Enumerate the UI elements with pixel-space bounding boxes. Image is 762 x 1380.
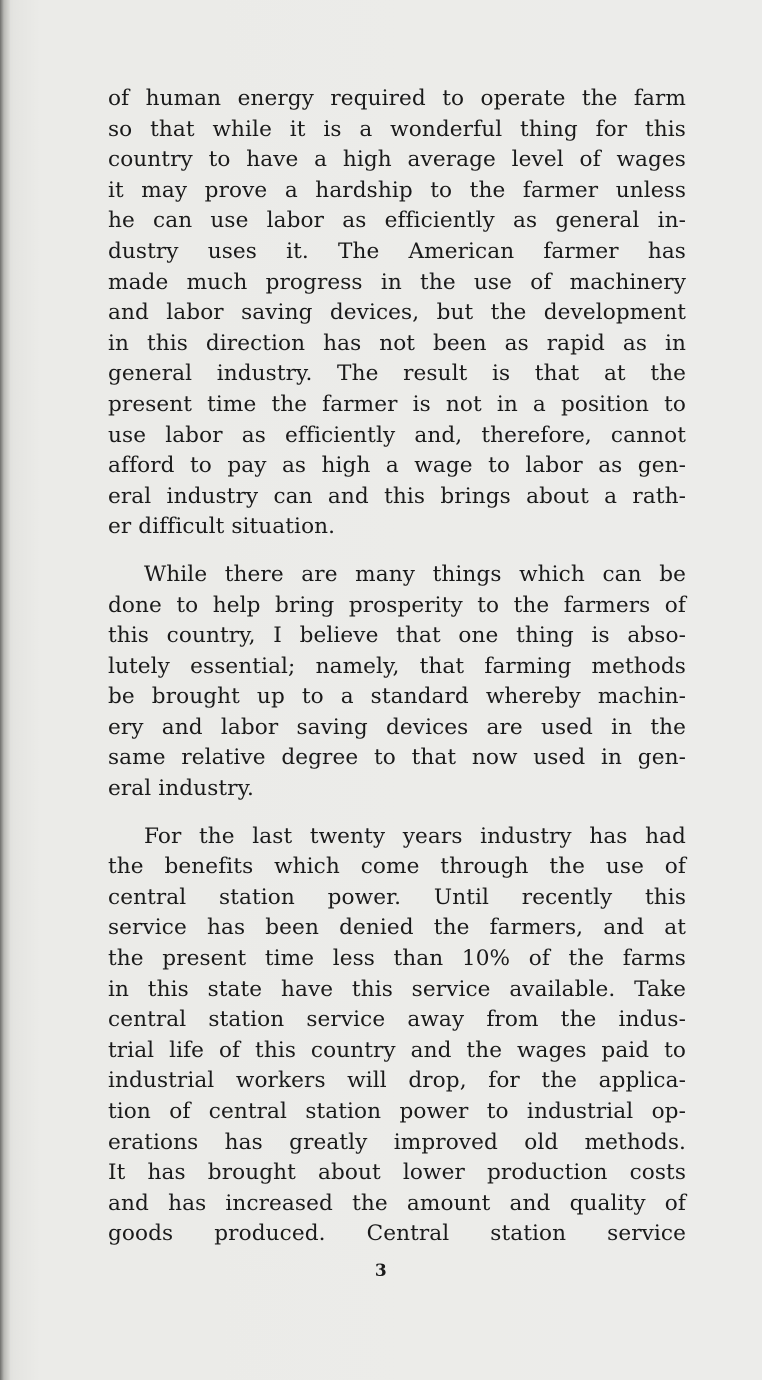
page-number: 3 (374, 1261, 388, 1281)
text-line: While there are many things which can be (144, 561, 686, 587)
text-line: the benefits which come through the use of (108, 854, 686, 880)
text-line: country to have a high average level of wages (108, 147, 686, 173)
text-line: eral industry. (108, 776, 254, 802)
paragraph-1 (108, 84, 686, 543)
text-line: dustry uses it. The American farmer has (108, 238, 686, 264)
text-line: er difficult situation. (108, 514, 336, 540)
text-line: of human energy required to operate the farm (108, 86, 686, 111)
text-line: It has brought about lower production costs (108, 1160, 686, 1186)
text-line: in this state have this service available. Take (108, 976, 686, 1002)
text-line: service has been denied the farmers, and at (108, 915, 686, 941)
text-line: so that while it is a wonderful thing for this (108, 116, 686, 142)
text-line: it may prove a hardship to the farmer unless (108, 177, 686, 203)
text-line: trial life of this country and the wages paid to (108, 1037, 686, 1063)
text-line: he can use labor as efficiently as general in- (108, 208, 686, 234)
text-line: and labor saving devices, but the development (108, 300, 686, 326)
text-line: erations has greatly improved old methods. (108, 1129, 686, 1155)
paragraph-2 (108, 560, 686, 805)
text-line: done to help bring prosperity to the farmers of (108, 592, 686, 618)
text-line: goods produced. Central station service (108, 1221, 686, 1247)
text-line: afford to pay as high a wage to labor as gen- (108, 453, 686, 479)
text-line: use labor as efficiently and, therefore, cannot (108, 422, 686, 448)
body-text (108, 84, 686, 1250)
text-line: For the last twenty years industry has had (144, 823, 686, 849)
text-line: in this direction has not been as rapid as in (108, 330, 686, 356)
text-line: and has increased the amount and quality of (108, 1190, 686, 1216)
text-line: the present time less than 10% of the farms (108, 946, 686, 972)
text-line: eral industry can and this brings about a rath- (108, 483, 686, 509)
text-line: central station service away from the indus- (108, 1007, 686, 1033)
text-line: present time the farmer is not in a position to (108, 391, 686, 417)
text-line: central station power. Until recently this (108, 884, 686, 910)
text-line: same relative degree to that now used in gen- (108, 745, 686, 771)
text-line: general industry. The result is that at the (108, 361, 686, 387)
text-line: this country, I believe that one thing is abso- (108, 623, 686, 649)
text-line: ery and labor saving devices are used in the (108, 714, 686, 740)
page-spine-edge (0, 0, 10, 1380)
text-line: be brought up to a standard whereby machin- (108, 684, 686, 710)
text-line: lutely essential; namely, that farming methods (108, 653, 686, 679)
text-line: tion of central station power to industrial op- (108, 1099, 686, 1124)
paragraph-3 (108, 822, 686, 1250)
text-line: made much progress in the use of machinery (108, 269, 686, 295)
text-line: industrial workers will drop, for the applica- (108, 1068, 686, 1094)
